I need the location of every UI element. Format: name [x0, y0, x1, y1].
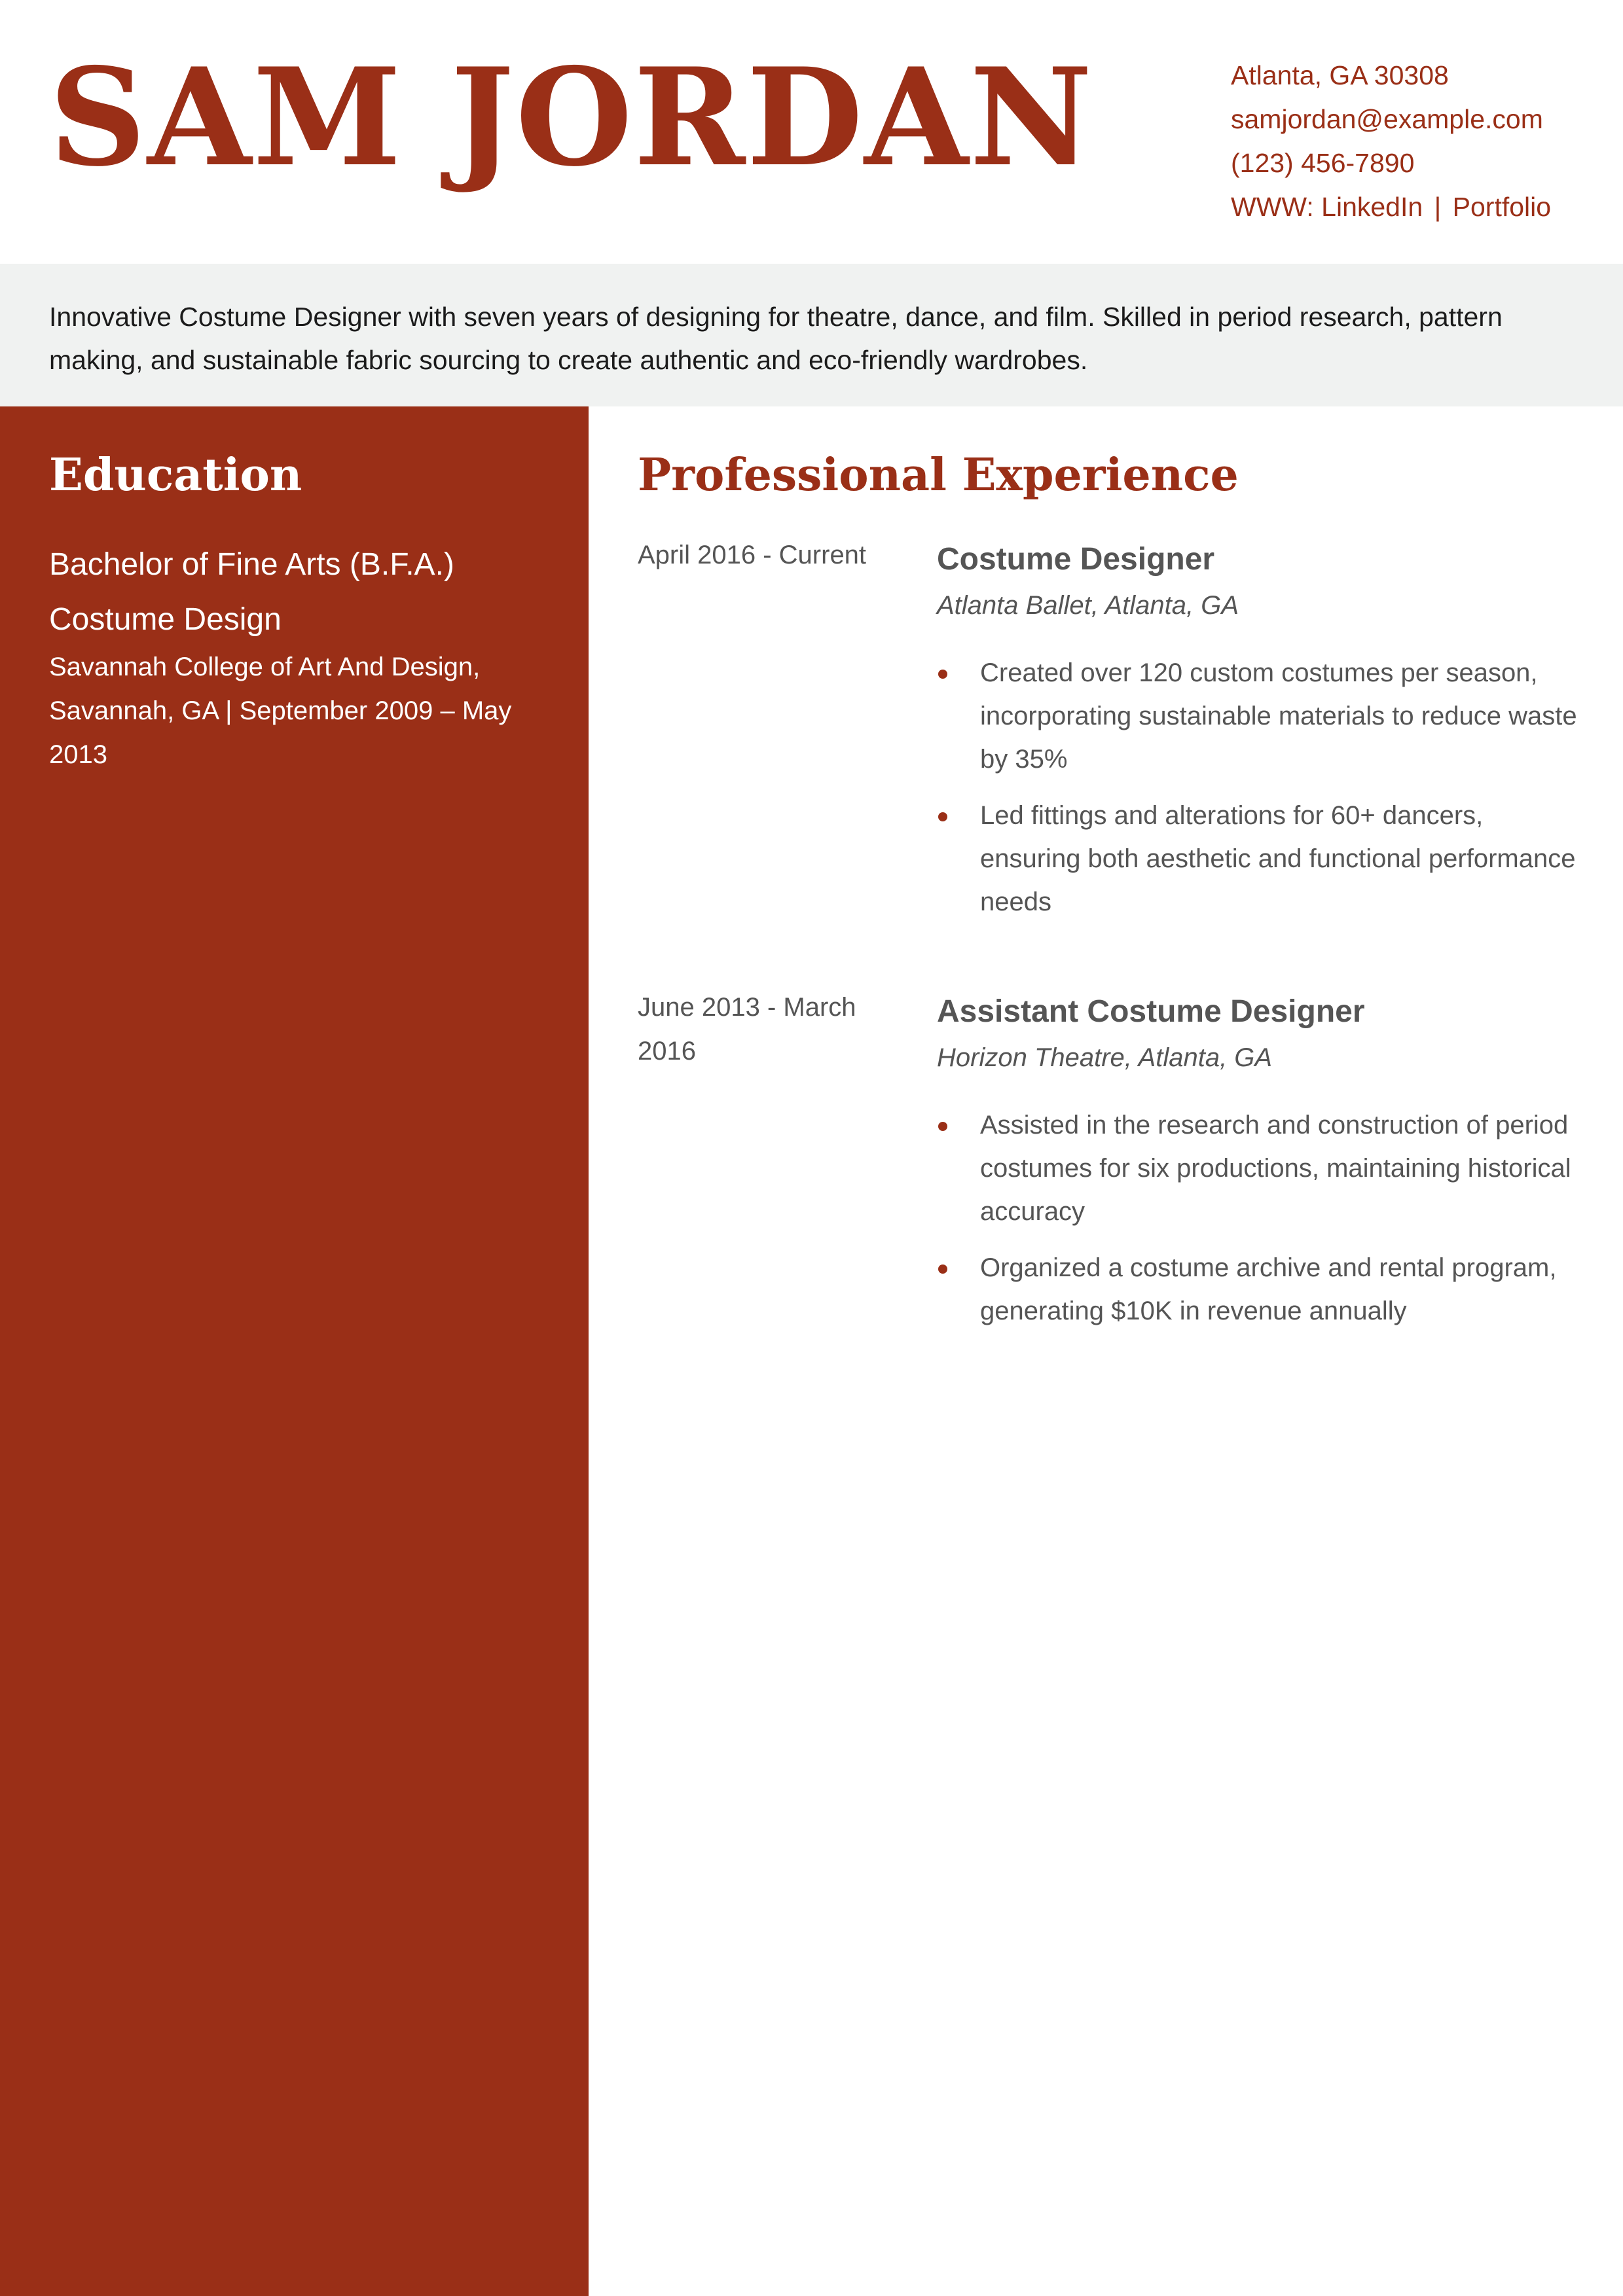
experience-section	[589, 406, 1623, 2296]
experience-heading: Professional Experience	[638, 449, 1239, 501]
contact-web-links	[1231, 185, 1551, 229]
bullet-dot-icon	[938, 812, 947, 821]
contact-email[interactable]: samjordan@example.com	[1231, 104, 1543, 134]
link-separator: |	[1434, 192, 1442, 222]
web-label: WWW:	[1231, 192, 1314, 222]
job-bullet-text: Assisted in the research and construction of period costumes for six productions, maintaining historical accuracy	[980, 1111, 1571, 1226]
education-school: Savannah College of Art And Design, Savannah, GA | September 2009 – May 2013	[49, 653, 512, 769]
contact-location: Atlanta, GA 30308	[1231, 60, 1449, 90]
job-bullet-text: Organized a costume archive and rental program, generating $10K in revenue annually	[980, 1253, 1557, 1325]
job-details	[937, 533, 1585, 937]
job-dates: June 2013 - March 2016	[638, 993, 856, 1066]
job-bullet-text: Led fittings and alterations for 60+ dancers, ensuring both aesthetic and functional performance needs	[980, 801, 1576, 916]
job-title: Assistant Costume Designer	[937, 994, 1365, 1029]
contact-phone[interactable]: (123) 456-7890	[1231, 148, 1415, 178]
candidate-name: SAM JORDAN	[49, 39, 1094, 196]
job-title: Costume Designer	[937, 542, 1215, 577]
education-degree-block	[49, 537, 560, 647]
resume-header	[0, 0, 1623, 264]
job-details	[937, 986, 1585, 1346]
job-company: Atlanta Ballet, Atlanta, GA	[937, 591, 1239, 620]
job-company: Horizon Theatre, Atlanta, GA	[937, 1043, 1273, 1072]
summary-band	[0, 264, 1623, 406]
summary-text: Innovative Costume Designer with seven years of designing for theatre, dance, and film. Skilled in period research, pattern making, and sustainable fabric sourcing to create authentic and eco-friendly wardrobes.	[49, 302, 1503, 375]
job-bullets	[937, 651, 1585, 924]
education-field: Costume Design	[49, 602, 282, 637]
education-degree: Bachelor of Fine Arts (B.F.A.)	[49, 547, 454, 582]
portfolio-link[interactable]: Portfolio	[1452, 192, 1552, 222]
job-dates: April 2016 - Current	[638, 541, 867, 569]
education-heading: Education	[49, 449, 302, 501]
job-bullet	[937, 1246, 1585, 1333]
bullet-dot-icon	[938, 1122, 947, 1131]
job-bullet-text: Created over 120 custom costumes per season, incorporating sustainable materials to reduce waste by 35%	[980, 658, 1577, 774]
job-bullets	[937, 1103, 1585, 1333]
education-sidebar	[0, 406, 589, 2296]
job-bullet	[937, 794, 1585, 924]
contact-block	[1231, 54, 1551, 229]
job-bullet	[937, 651, 1585, 781]
linkedin-link[interactable]: LinkedIn	[1321, 192, 1423, 222]
bullet-dot-icon	[938, 1265, 947, 1274]
bullet-dot-icon	[938, 670, 947, 679]
job-bullet	[937, 1103, 1585, 1233]
